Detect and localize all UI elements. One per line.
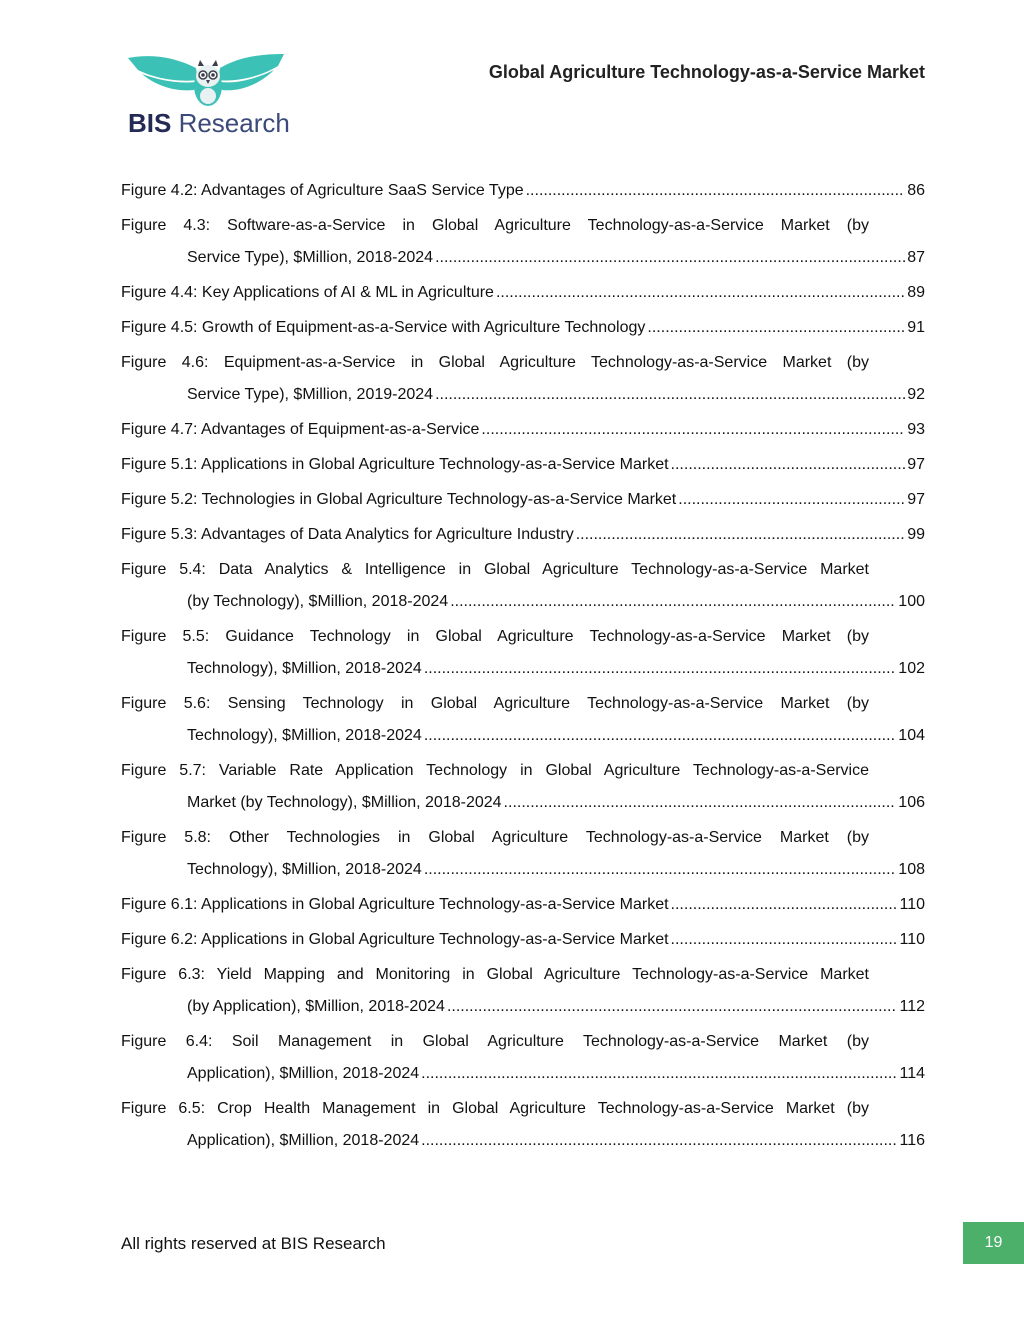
- owl-icon: [128, 50, 288, 110]
- toc-entry-title: Figure 6.1: Applications in Global Agriculture Technology-as-a-Service Market: [121, 896, 669, 913]
- logo-wordmark: [128, 108, 290, 139]
- toc-entry[interactable]: [121, 1026, 925, 1090]
- page-number-badge: 19: [963, 1222, 1024, 1264]
- toc-entry[interactable]: [121, 1093, 925, 1157]
- logo-text-bis: BIS: [128, 108, 172, 138]
- dot-leader: [481, 414, 905, 446]
- toc-entry-title-cont: Service Type), $Million, 2018-2024: [187, 249, 434, 266]
- dot-leader: [450, 586, 896, 618]
- document-title: Global Agriculture Technology-as-a-Service Market: [488, 62, 925, 82]
- toc-entry[interactable]: [121, 175, 925, 207]
- toc-entry[interactable]: [121, 959, 925, 1023]
- toc-entry-title: Figure 5.4: Data Analytics & Intelligence in Global Agriculture Technology-as-a-Service Market: [121, 561, 869, 578]
- toc-entry-continuation: [121, 720, 925, 752]
- toc-entry[interactable]: [121, 484, 925, 516]
- toc-entry[interactable]: [121, 414, 925, 446]
- toc-entry-title: Figure 5.3: Advantages of Data Analytics for Agriculture Industry: [121, 526, 574, 543]
- toc-entry[interactable]: [121, 822, 925, 886]
- toc-entry[interactable]: [121, 688, 925, 752]
- toc-page-number[interactable]: 112: [899, 998, 925, 1015]
- bis-research-logo: [128, 50, 288, 140]
- toc-page-number[interactable]: 92: [907, 386, 925, 403]
- toc-entry-continuation: [121, 586, 925, 618]
- toc-entry-title-cont: Application), $Million, 2018-2024: [187, 1065, 420, 1082]
- toc-entry[interactable]: [121, 277, 925, 309]
- toc-entry-row: [121, 312, 925, 344]
- toc-entry-continuation: [121, 242, 925, 274]
- toc-entry-title: Figure 5.5: Guidance Technology in Global Agriculture Technology-as-a-Service Market (by: [121, 628, 869, 645]
- toc-entry-title: Figure 5.8: Other Technologies in Global Agriculture Technology-as-a-Service Market (by: [121, 829, 869, 846]
- toc-entry[interactable]: [121, 449, 925, 481]
- toc-entry-title-cont: Technology), $Million, 2018-2024: [187, 861, 422, 878]
- toc-page-number[interactable]: 116: [899, 1132, 925, 1149]
- toc-entry-row: [121, 277, 925, 309]
- toc-entry-title: Figure 6.3: Yield Mapping and Monitoring in Global Agriculture Technology-as-a-Service Market: [121, 966, 869, 983]
- dot-leader: [526, 175, 906, 207]
- toc-entry-row: [121, 175, 925, 207]
- toc-entry-continuation: [121, 787, 925, 819]
- dot-leader: [421, 1058, 897, 1090]
- toc-entry-title-cont: Technology), $Million, 2018-2024: [187, 660, 422, 677]
- toc-entry[interactable]: [121, 347, 925, 411]
- dot-leader: [435, 379, 905, 411]
- toc-entry-row: [121, 519, 925, 551]
- toc-page-number[interactable]: 110: [899, 896, 925, 913]
- toc-entry-title: Figure 5.6: Sensing Technology in Global Agriculture Technology-as-a-Service Market (by: [121, 695, 869, 712]
- toc-entry-row: [121, 449, 925, 481]
- toc-entry-row: [121, 484, 925, 516]
- toc-page-number[interactable]: 110: [899, 931, 925, 948]
- dot-leader: [424, 653, 896, 685]
- toc-entry-continuation: [121, 379, 925, 411]
- toc-entry-row: [121, 414, 925, 446]
- toc-entry[interactable]: [121, 554, 925, 618]
- dot-leader: [421, 1125, 897, 1157]
- toc-entry-title: Figure 4.3: Software-as-a-Service in Global Agriculture Technology-as-a-Service Market (by: [121, 217, 869, 234]
- toc-page-number[interactable]: 114: [899, 1065, 925, 1082]
- toc-page-number[interactable]: 100: [898, 593, 925, 610]
- toc-entry-continuation: [121, 653, 925, 685]
- dot-leader: [424, 720, 896, 752]
- toc-entry[interactable]: [121, 210, 925, 274]
- dot-leader: [671, 924, 898, 956]
- toc-entry-title: Figure 5.2: Technologies in Global Agriculture Technology-as-a-Service Market: [121, 491, 677, 508]
- toc-entry-title-cont: (by Application), $Million, 2018-2024: [187, 998, 445, 1015]
- toc-entry-title: Figure 5.1: Applications in Global Agriculture Technology-as-a-Service Market: [121, 456, 669, 473]
- dot-leader: [678, 484, 905, 516]
- dot-leader: [671, 889, 898, 921]
- toc-entry-row: [121, 889, 925, 921]
- dot-leader: [576, 519, 906, 551]
- toc-entry-title-cont: Market (by Technology), $Million, 2018-2024: [187, 794, 502, 811]
- toc-entry[interactable]: [121, 621, 925, 685]
- toc-entry[interactable]: [121, 312, 925, 344]
- dot-leader: [671, 449, 906, 481]
- toc-page-number[interactable]: 106: [898, 794, 925, 811]
- toc-entry-title: Figure 6.2: Applications in Global Agriculture Technology-as-a-Service Market: [121, 931, 669, 948]
- toc-entry-continuation: [121, 1125, 925, 1157]
- toc-entry-title: Figure 5.7: Variable Rate Application Technology in Global Agriculture Technology-as-a-Service: [121, 762, 869, 779]
- dot-leader: [504, 787, 897, 819]
- toc-entry-continuation: [121, 991, 925, 1023]
- dot-leader: [496, 277, 905, 309]
- toc-page-number[interactable]: 99: [907, 526, 925, 543]
- toc-page-number[interactable]: 87: [907, 249, 925, 266]
- toc-entry-title: Figure 4.6: Equipment-as-a-Service in Global Agriculture Technology-as-a-Service Market (by: [121, 354, 869, 371]
- toc-entry[interactable]: [121, 755, 925, 819]
- toc-page-number[interactable]: 108: [898, 861, 925, 878]
- dot-leader: [424, 854, 896, 886]
- dot-leader: [647, 312, 905, 344]
- toc-entry-continuation: [121, 854, 925, 886]
- toc-entry-continuation: [121, 1058, 925, 1090]
- toc-entry[interactable]: [121, 889, 925, 921]
- logo-text-research: Research: [171, 108, 290, 138]
- toc-entry-title: Figure 4.2: Advantages of Agriculture SaaS Service Type: [121, 182, 524, 199]
- toc-page-number[interactable]: 86: [907, 182, 925, 199]
- toc-entry[interactable]: [121, 519, 925, 551]
- toc-entry-title: Figure 4.4: Key Applications of AI & ML in Agriculture: [121, 284, 494, 301]
- table-of-figures: [121, 175, 925, 1160]
- dot-leader: [447, 991, 898, 1023]
- toc-entry[interactable]: [121, 924, 925, 956]
- toc-page-number[interactable]: 89: [907, 284, 925, 301]
- toc-page-number[interactable]: 93: [907, 421, 925, 438]
- toc-entry-title-cont: (by Technology), $Million, 2018-2024: [187, 593, 449, 610]
- toc-page-number[interactable]: 104: [898, 727, 925, 744]
- footer-rights: All rights reserved at BIS Research: [121, 1234, 386, 1253]
- toc-entry-title: Figure 6.5: Crop Health Management in Global Agriculture Technology-as-a-Service Market (by: [121, 1100, 869, 1117]
- toc-page-number[interactable]: 102: [898, 660, 925, 677]
- toc-page-number[interactable]: 91: [907, 319, 925, 336]
- toc-entry-title-cont: Technology), $Million, 2018-2024: [187, 727, 422, 744]
- toc-page-number[interactable]: 97: [907, 456, 925, 473]
- toc-entry-title-cont: Application), $Million, 2018-2024: [187, 1132, 420, 1149]
- toc-page-number[interactable]: 97: [907, 491, 925, 508]
- toc-entry-title: Figure 4.7: Advantages of Equipment-as-a-Service: [121, 421, 480, 438]
- dot-leader: [435, 242, 905, 274]
- toc-entry-title-cont: Service Type), $Million, 2019-2024: [187, 386, 434, 403]
- toc-entry-title: Figure 6.4: Soil Management in Global Agriculture Technology-as-a-Service Market (by: [121, 1033, 869, 1050]
- toc-entry-title: Figure 4.5: Growth of Equipment-as-a-Service with Agriculture Technology: [121, 319, 646, 336]
- toc-entry-row: [121, 924, 925, 956]
